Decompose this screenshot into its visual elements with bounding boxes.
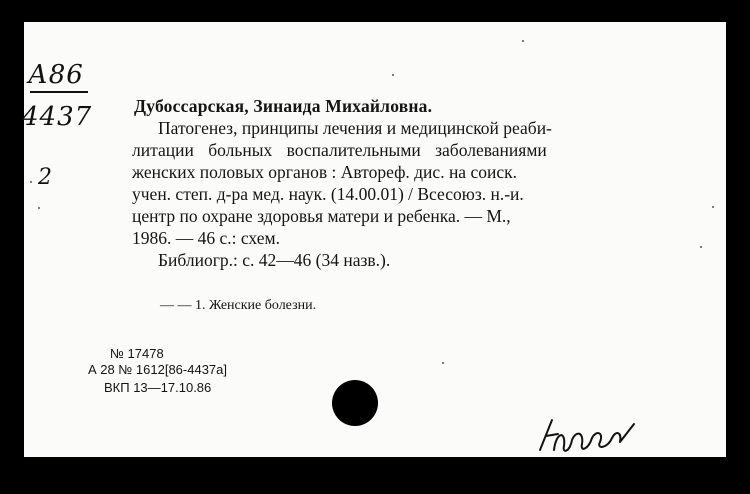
call-number-underline [30, 91, 88, 93]
stamp-vkp: ВКП 13—17.10.86 [104, 380, 212, 395]
entry-line: учен. степ. д-ра мед. наук. (14.00.01) / Всесоюз. н.-и. [132, 184, 524, 204]
call-number-line1: А86 [28, 60, 84, 90]
bibliography-note: Библиогр.: с. 42—46 (34 назв.). [158, 250, 391, 270]
stamp-order: А 28 № 1612[86-4437а] [88, 362, 227, 377]
subject-heading: — — 1. Женские болезни. [160, 298, 317, 313]
speck [442, 362, 444, 364]
speck [700, 246, 702, 248]
call-number-line2: 4437 [22, 102, 93, 132]
signature-icon [536, 410, 640, 460]
speck [38, 207, 40, 209]
punch-hole [332, 380, 378, 426]
entry-line: женских половых органов : Автореф. дис. на соиск. [132, 162, 517, 182]
entry-line: Патогенез, принципы лечения и медицинской реаби- [158, 118, 552, 138]
entry-line: центр по охране здоровья матери и ребенка. — М., [132, 206, 511, 226]
speck [522, 40, 524, 42]
entry-line: литации больных воспалительными заболеваниями [132, 140, 547, 160]
speck [392, 74, 394, 76]
author-heading: Дубоссарская, Зинаида Михайловна. [134, 96, 433, 116]
speck [712, 206, 714, 208]
speck [30, 181, 32, 183]
copy-mark: 2 [38, 165, 52, 190]
entry-line: 1986. — 46 с.: схем. [132, 228, 280, 248]
stamp-number: № 17478 [110, 346, 164, 361]
